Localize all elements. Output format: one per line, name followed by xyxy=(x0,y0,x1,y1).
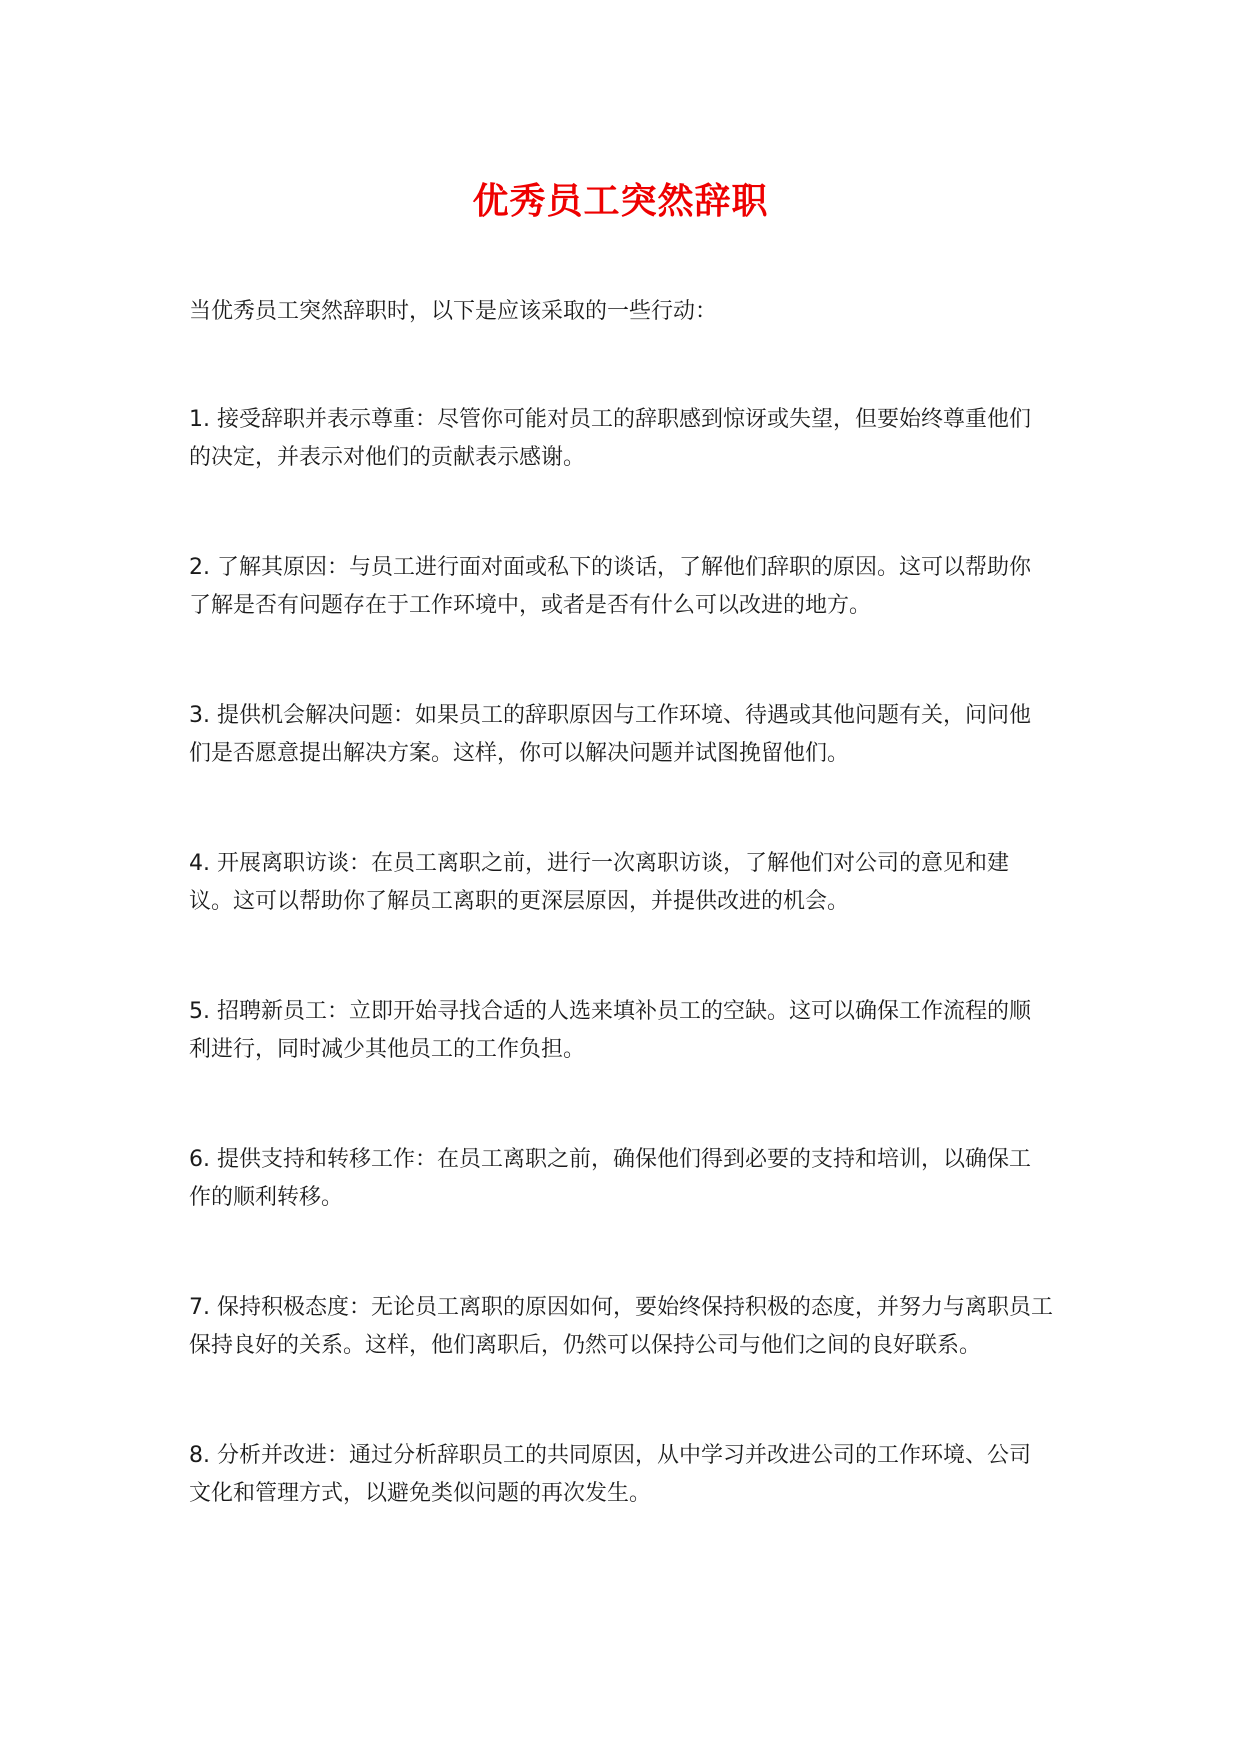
list-item: 2. 了解其原因：与员工进行面对面或私下的谈话，了解他们辞职的原因。这可以帮助你了解是否有问题存在于工作环境中，或者是否有什么可以改进的地方。 xyxy=(189,555,1031,618)
list-item: 4. 开展离职访谈：在员工离职之前，进行一次离职访谈，了解他们对公司的意见和建议。这可以帮助你了解员工离职的更深层原因，并提供改进的机会。 xyxy=(189,851,1009,914)
list-item: 3. 提供机会解决问题：如果员工的辞职原因与工作环境、待遇或其他问题有关，问问他们是否愿意提出解决方案。这样，你可以解决问题并试图挽留他们。 xyxy=(189,703,1031,766)
intro-paragraph: 当优秀员工突然辞职时，以下是应该采取的一些行动： xyxy=(189,299,718,324)
list-item: 7. 保持积极态度：无论员工离职的原因如何，要始终保持积极的态度，并努力与离职员工保持良好的关系。这样，他们离职后，仍然可以保持公司与他们之间的良好联系。 xyxy=(189,1295,1053,1358)
list-item: 6. 提供支持和转移工作：在员工离职之前，确保他们得到必要的支持和培训，以确保工作的顺利转移。 xyxy=(189,1147,1031,1210)
document-title: 优秀员工突然辞职 xyxy=(472,181,769,222)
list-item: 1. 接受辞职并表示尊重：尽管你可能对员工的辞职感到惊讶或失望，但要始终尊重他们的决定，并表示对他们的贡献表示感谢。 xyxy=(189,407,1031,470)
list-item: 5. 招聘新员工：立即开始寻找合适的人选来填补员工的空缺。这可以确保工作流程的顺利进行，同时减少其他员工的工作负担。 xyxy=(189,999,1031,1062)
list-item: 8. 分析并改进：通过分析辞职员工的共同原因，从中学习并改进公司的工作环境、公司文化和管理方式，以避免类似问题的再次发生。 xyxy=(189,1443,1031,1506)
